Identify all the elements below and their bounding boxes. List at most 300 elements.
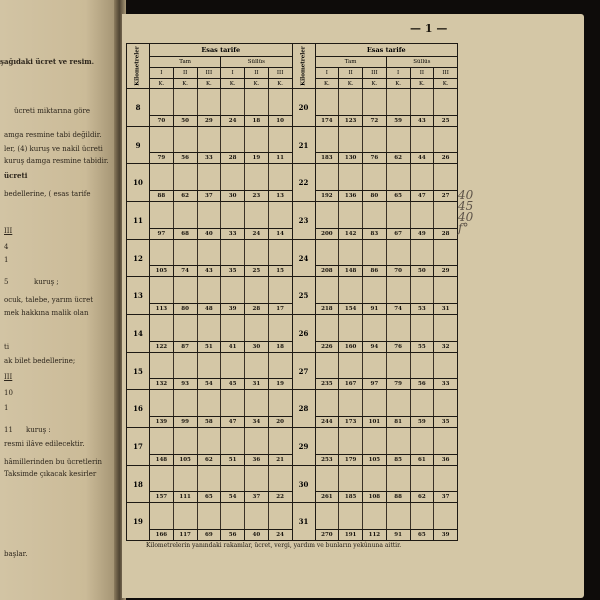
row-detail <box>150 202 292 228</box>
row-totals <box>316 265 458 276</box>
detail-cell <box>244 164 268 190</box>
detail-cell <box>220 202 244 228</box>
detail-cell <box>173 89 197 115</box>
total-cell: 80 <box>362 191 386 201</box>
total-cell: 79 <box>386 379 410 389</box>
total-cell: 83 <box>362 229 386 239</box>
km-cell: 22 <box>293 164 315 202</box>
class-header: II <box>244 68 268 78</box>
row-totals <box>150 228 292 239</box>
unit-header: K. <box>323 81 330 87</box>
total-cell: 22 <box>268 492 292 502</box>
km-cell: 13 <box>127 277 149 315</box>
row-totals <box>150 529 292 540</box>
total-cell: 43 <box>197 266 221 276</box>
unit-header: K. <box>158 81 165 87</box>
table-row <box>150 353 292 391</box>
detail-cell <box>316 240 339 266</box>
km-cell: 11 <box>127 202 149 240</box>
km-cell: 18 <box>127 466 149 504</box>
km-cell: 14 <box>127 315 149 353</box>
unit-headers <box>150 79 292 88</box>
row-totals <box>316 228 458 239</box>
detail-cell <box>220 390 244 416</box>
total-cell: 142 <box>338 229 362 239</box>
detail-cell <box>386 390 410 416</box>
detail-cell <box>220 240 244 266</box>
detail-cell <box>268 353 292 379</box>
total-cell: 13 <box>268 191 292 201</box>
unit-header: K. <box>433 79 457 88</box>
table-row <box>150 390 292 428</box>
total-cell: 23 <box>244 191 268 201</box>
detail-cell <box>338 277 362 303</box>
total-cell: 31 <box>244 379 268 389</box>
class-headers <box>150 68 292 79</box>
row-totals <box>316 378 458 389</box>
left-line: III <box>4 373 13 381</box>
total-cell: 244 <box>321 419 333 426</box>
total-cell: 62 <box>386 153 410 163</box>
table-rows <box>150 89 292 540</box>
data-columns <box>150 44 292 540</box>
total-cell: 10 <box>268 116 292 126</box>
total-cell: 200 <box>321 230 333 237</box>
detail-cell <box>244 127 268 153</box>
total-cell: 36 <box>433 455 457 465</box>
detail-cell <box>338 315 362 341</box>
km-header: Kilometreler <box>127 44 149 89</box>
total-cell: 39 <box>433 530 457 540</box>
total-cell: 35 <box>220 266 244 276</box>
row-totals <box>150 190 292 201</box>
detail-cell <box>410 127 434 153</box>
detail-cell <box>173 428 197 454</box>
detail-cell <box>268 428 292 454</box>
detail-cell <box>220 89 244 115</box>
total-cell: 51 <box>220 455 244 465</box>
class-header: I <box>160 70 163 76</box>
detail-cell <box>197 315 221 341</box>
detail-cell <box>410 277 434 303</box>
total-cell: 19 <box>244 153 268 163</box>
left-line: ler, (4) kuruş ve nakil ücreti <box>4 145 103 153</box>
row-detail <box>316 353 458 379</box>
left-line: 4 <box>4 243 9 251</box>
detail-cell <box>386 89 410 115</box>
tariff-title: Esas tarife <box>316 44 458 57</box>
total-cell: 54 <box>197 379 221 389</box>
total-cell: 45 <box>220 379 244 389</box>
km-cell: 10 <box>127 164 149 202</box>
left-line: 1 <box>4 404 9 412</box>
total-cell: 29 <box>197 116 221 126</box>
total-cell: 192 <box>321 193 333 200</box>
total-cell: 69 <box>197 530 221 540</box>
page-number: — 1 — <box>410 22 448 35</box>
detail-cell <box>220 428 244 454</box>
total-cell: 226 <box>321 343 333 350</box>
detail-cell <box>173 202 197 228</box>
unit-header: K. <box>220 79 244 88</box>
total-cell: 65 <box>197 492 221 502</box>
class-header: II <box>173 68 197 78</box>
detail-cell <box>268 315 292 341</box>
row-detail <box>150 164 292 190</box>
total-cell: 14 <box>268 229 292 239</box>
pencil-note: 40 <box>458 188 474 202</box>
detail-cell <box>386 503 410 529</box>
detail-cell <box>268 240 292 266</box>
table-row <box>316 164 458 202</box>
detail-cell <box>433 503 457 529</box>
total-cell: 76 <box>362 153 386 163</box>
detail-cell <box>197 89 221 115</box>
total-cell: 59 <box>410 417 434 427</box>
km-column <box>293 44 316 540</box>
detail-cell <box>244 277 268 303</box>
detail-cell <box>410 315 434 341</box>
class-header: I <box>220 68 244 78</box>
detail-cell <box>220 164 244 190</box>
detail-cell <box>244 503 268 529</box>
total-cell: 43 <box>410 116 434 126</box>
left-line: ocuk, talebe, yarım ücret <box>4 296 94 304</box>
total-cell: 136 <box>338 191 362 201</box>
total-cell: 21 <box>268 455 292 465</box>
table-header <box>150 44 292 89</box>
fare-table <box>126 43 458 541</box>
group-headers <box>316 57 458 68</box>
detail-cell <box>220 466 244 492</box>
detail-cell <box>150 164 173 190</box>
detail-cell <box>433 353 457 379</box>
detail-cell <box>150 466 173 492</box>
detail-cell <box>410 466 434 492</box>
row-totals <box>316 529 458 540</box>
total-cell: 185 <box>338 492 362 502</box>
unit-headers <box>316 79 458 88</box>
detail-cell <box>316 503 339 529</box>
total-cell: 113 <box>155 306 168 313</box>
total-cell: 173 <box>338 417 362 427</box>
total-cell: 28 <box>433 229 457 239</box>
group-headers <box>150 57 292 68</box>
detail-cell <box>150 202 173 228</box>
row-detail <box>150 240 292 266</box>
class-header: III <box>268 68 292 78</box>
detail-cell <box>433 240 457 266</box>
row-detail <box>316 277 458 303</box>
row-detail <box>150 127 292 153</box>
group-header: Tam <box>344 59 357 65</box>
detail-cell <box>316 127 339 153</box>
row-totals <box>150 115 292 126</box>
detail-cell <box>410 89 434 115</box>
detail-cell <box>362 164 386 190</box>
total-cell: 167 <box>338 379 362 389</box>
detail-cell <box>150 89 173 115</box>
detail-cell <box>150 503 173 529</box>
total-cell: 67 <box>386 229 410 239</box>
row-detail <box>150 277 292 303</box>
total-cell: 18 <box>244 116 268 126</box>
row-totals <box>316 152 458 163</box>
table-row <box>150 315 292 353</box>
total-cell: 56 <box>410 379 434 389</box>
total-cell: 87 <box>173 342 197 352</box>
total-cell: 101 <box>362 417 386 427</box>
detail-cell <box>386 277 410 303</box>
total-cell: 54 <box>220 492 244 502</box>
class-header: III <box>362 68 386 78</box>
detail-cell <box>244 89 268 115</box>
total-cell: 24 <box>220 116 244 126</box>
total-cell: 31 <box>433 304 457 314</box>
total-cell: 253 <box>321 456 333 463</box>
row-totals <box>150 303 292 314</box>
detail-cell <box>386 164 410 190</box>
row-totals <box>150 454 292 465</box>
detail-cell <box>197 240 221 266</box>
detail-cell <box>362 89 386 115</box>
total-cell: 70 <box>386 266 410 276</box>
detail-cell <box>150 127 173 153</box>
detail-cell <box>362 127 386 153</box>
detail-cell <box>338 353 362 379</box>
total-cell: 51 <box>197 342 221 352</box>
total-cell: 56 <box>220 530 244 540</box>
total-cell: 65 <box>386 191 410 201</box>
total-cell: 108 <box>362 492 386 502</box>
class-headers <box>316 68 458 79</box>
detail-cell <box>362 202 386 228</box>
row-detail <box>150 89 292 115</box>
detail-cell <box>268 277 292 303</box>
detail-cell <box>433 89 457 115</box>
total-cell: 179 <box>338 455 362 465</box>
left-line: Taksimde çıkacak kesirler <box>4 470 97 478</box>
total-cell: 79 <box>157 155 166 162</box>
row-detail <box>316 89 458 115</box>
total-cell: 72 <box>362 116 386 126</box>
row-totals <box>150 416 292 427</box>
total-cell: 50 <box>173 116 197 126</box>
detail-cell <box>386 202 410 228</box>
left-line: 5 <box>4 278 9 286</box>
detail-cell <box>197 466 221 492</box>
left-line: kuruş ; <box>34 278 59 286</box>
km-header: Kilometreler <box>293 44 315 89</box>
detail-cell <box>173 127 197 153</box>
detail-cell <box>433 428 457 454</box>
table-row <box>316 127 458 165</box>
detail-cell <box>173 353 197 379</box>
detail-cell <box>316 390 339 416</box>
unit-header: K. <box>386 79 410 88</box>
total-cell: 62 <box>410 492 434 502</box>
row-detail <box>316 127 458 153</box>
detail-cell <box>338 164 362 190</box>
table-row <box>150 503 292 540</box>
total-cell: 58 <box>197 417 221 427</box>
km-cell: 15 <box>127 353 149 391</box>
detail-cell <box>410 240 434 266</box>
detail-cell <box>362 503 386 529</box>
detail-cell <box>386 428 410 454</box>
detail-cell <box>173 240 197 266</box>
row-detail <box>316 315 458 341</box>
detail-cell <box>338 390 362 416</box>
row-detail <box>150 466 292 492</box>
left-line: resmi ilâve edilecektir. <box>4 440 85 448</box>
total-cell: 28 <box>244 304 268 314</box>
total-cell: 30 <box>244 342 268 352</box>
detail-cell <box>173 277 197 303</box>
row-detail <box>316 202 458 228</box>
total-cell: 208 <box>321 268 333 275</box>
total-cell: 157 <box>155 494 168 501</box>
detail-cell <box>197 127 221 153</box>
group-header: Süllüs <box>386 57 457 67</box>
total-cell: 33 <box>433 379 457 389</box>
left-line: ti <box>4 343 10 351</box>
total-cell: 41 <box>220 342 244 352</box>
table-right-half <box>292 44 458 540</box>
detail-cell <box>316 353 339 379</box>
detail-cell <box>268 202 292 228</box>
total-cell: 91 <box>362 304 386 314</box>
table-row <box>316 466 458 504</box>
table-row <box>150 127 292 165</box>
detail-cell <box>197 353 221 379</box>
detail-cell <box>338 466 362 492</box>
total-cell: 40 <box>197 229 221 239</box>
total-cell: 218 <box>321 306 333 313</box>
detail-cell <box>197 277 221 303</box>
detail-cell <box>220 127 244 153</box>
detail-cell <box>197 164 221 190</box>
detail-cell <box>386 353 410 379</box>
total-cell: 61 <box>410 455 434 465</box>
km-column <box>127 44 150 540</box>
total-cell: 105 <box>155 268 168 275</box>
table-row <box>316 503 458 540</box>
detail-cell <box>268 89 292 115</box>
total-cell: 94 <box>362 342 386 352</box>
row-detail <box>150 353 292 379</box>
table-row <box>150 89 292 127</box>
detail-cell <box>197 202 221 228</box>
detail-cell <box>244 240 268 266</box>
detail-cell <box>362 240 386 266</box>
detail-cell <box>410 353 434 379</box>
row-totals <box>150 341 292 352</box>
total-cell: 56 <box>173 153 197 163</box>
total-cell: 36 <box>244 455 268 465</box>
km-cell: 21 <box>293 127 315 165</box>
detail-cell <box>433 315 457 341</box>
detail-cell <box>338 127 362 153</box>
detail-cell <box>150 353 173 379</box>
total-cell: 111 <box>173 492 197 502</box>
row-detail <box>316 428 458 454</box>
total-cell: 47 <box>410 191 434 201</box>
total-cell: 50 <box>410 266 434 276</box>
total-cell: 80 <box>173 304 197 314</box>
total-cell: 132 <box>155 381 168 388</box>
total-cell: 24 <box>268 530 292 540</box>
detail-cell <box>410 428 434 454</box>
detail-cell <box>197 390 221 416</box>
detail-cell <box>173 466 197 492</box>
km-cell: 26 <box>293 315 315 353</box>
row-detail <box>150 503 292 529</box>
total-cell: 62 <box>173 191 197 201</box>
left-line: şağıdaki ücret ve resim. <box>0 57 95 66</box>
detail-cell <box>244 353 268 379</box>
total-cell: 27 <box>433 191 457 201</box>
total-cell: 99 <box>173 417 197 427</box>
left-line: başlar. <box>4 550 28 558</box>
class-header: III <box>197 68 221 78</box>
left-line: bedellerine, ( esas tarife <box>4 190 91 198</box>
row-detail <box>316 466 458 492</box>
detail-cell <box>268 503 292 529</box>
total-cell: 11 <box>268 153 292 163</box>
left-line: ücreti <box>4 171 28 180</box>
detail-cell <box>244 315 268 341</box>
total-cell: 112 <box>362 530 386 540</box>
total-cell: 28 <box>220 153 244 163</box>
left-line: III <box>4 227 13 235</box>
table-row <box>316 315 458 353</box>
row-totals <box>150 152 292 163</box>
detail-cell <box>173 503 197 529</box>
detail-cell <box>150 240 173 266</box>
detail-cell <box>410 390 434 416</box>
total-cell: 88 <box>157 193 166 200</box>
left-line: amga resmine tabi değildir. <box>4 131 102 139</box>
unit-header: K. <box>173 79 197 88</box>
detail-cell <box>386 240 410 266</box>
total-cell: 191 <box>338 530 362 540</box>
table-row <box>316 428 458 466</box>
detail-cell <box>433 466 457 492</box>
total-cell: 122 <box>155 343 168 350</box>
total-cell: 33 <box>220 229 244 239</box>
class-header: III <box>433 68 457 78</box>
km-cell: 9 <box>127 127 149 165</box>
total-cell: 261 <box>321 494 333 501</box>
detail-cell <box>433 277 457 303</box>
table-row <box>150 466 292 504</box>
row-detail <box>316 164 458 190</box>
detail-cell <box>433 127 457 153</box>
km-cell: 8 <box>127 89 149 127</box>
table-header <box>316 44 458 89</box>
total-cell: 33 <box>197 153 221 163</box>
detail-cell <box>220 315 244 341</box>
total-cell: 166 <box>155 532 168 539</box>
detail-cell <box>316 202 339 228</box>
detail-cell <box>268 164 292 190</box>
table-rows <box>316 89 458 540</box>
table-row <box>150 277 292 315</box>
km-cell: 16 <box>127 390 149 428</box>
total-cell: 93 <box>173 379 197 389</box>
detail-cell <box>433 164 457 190</box>
